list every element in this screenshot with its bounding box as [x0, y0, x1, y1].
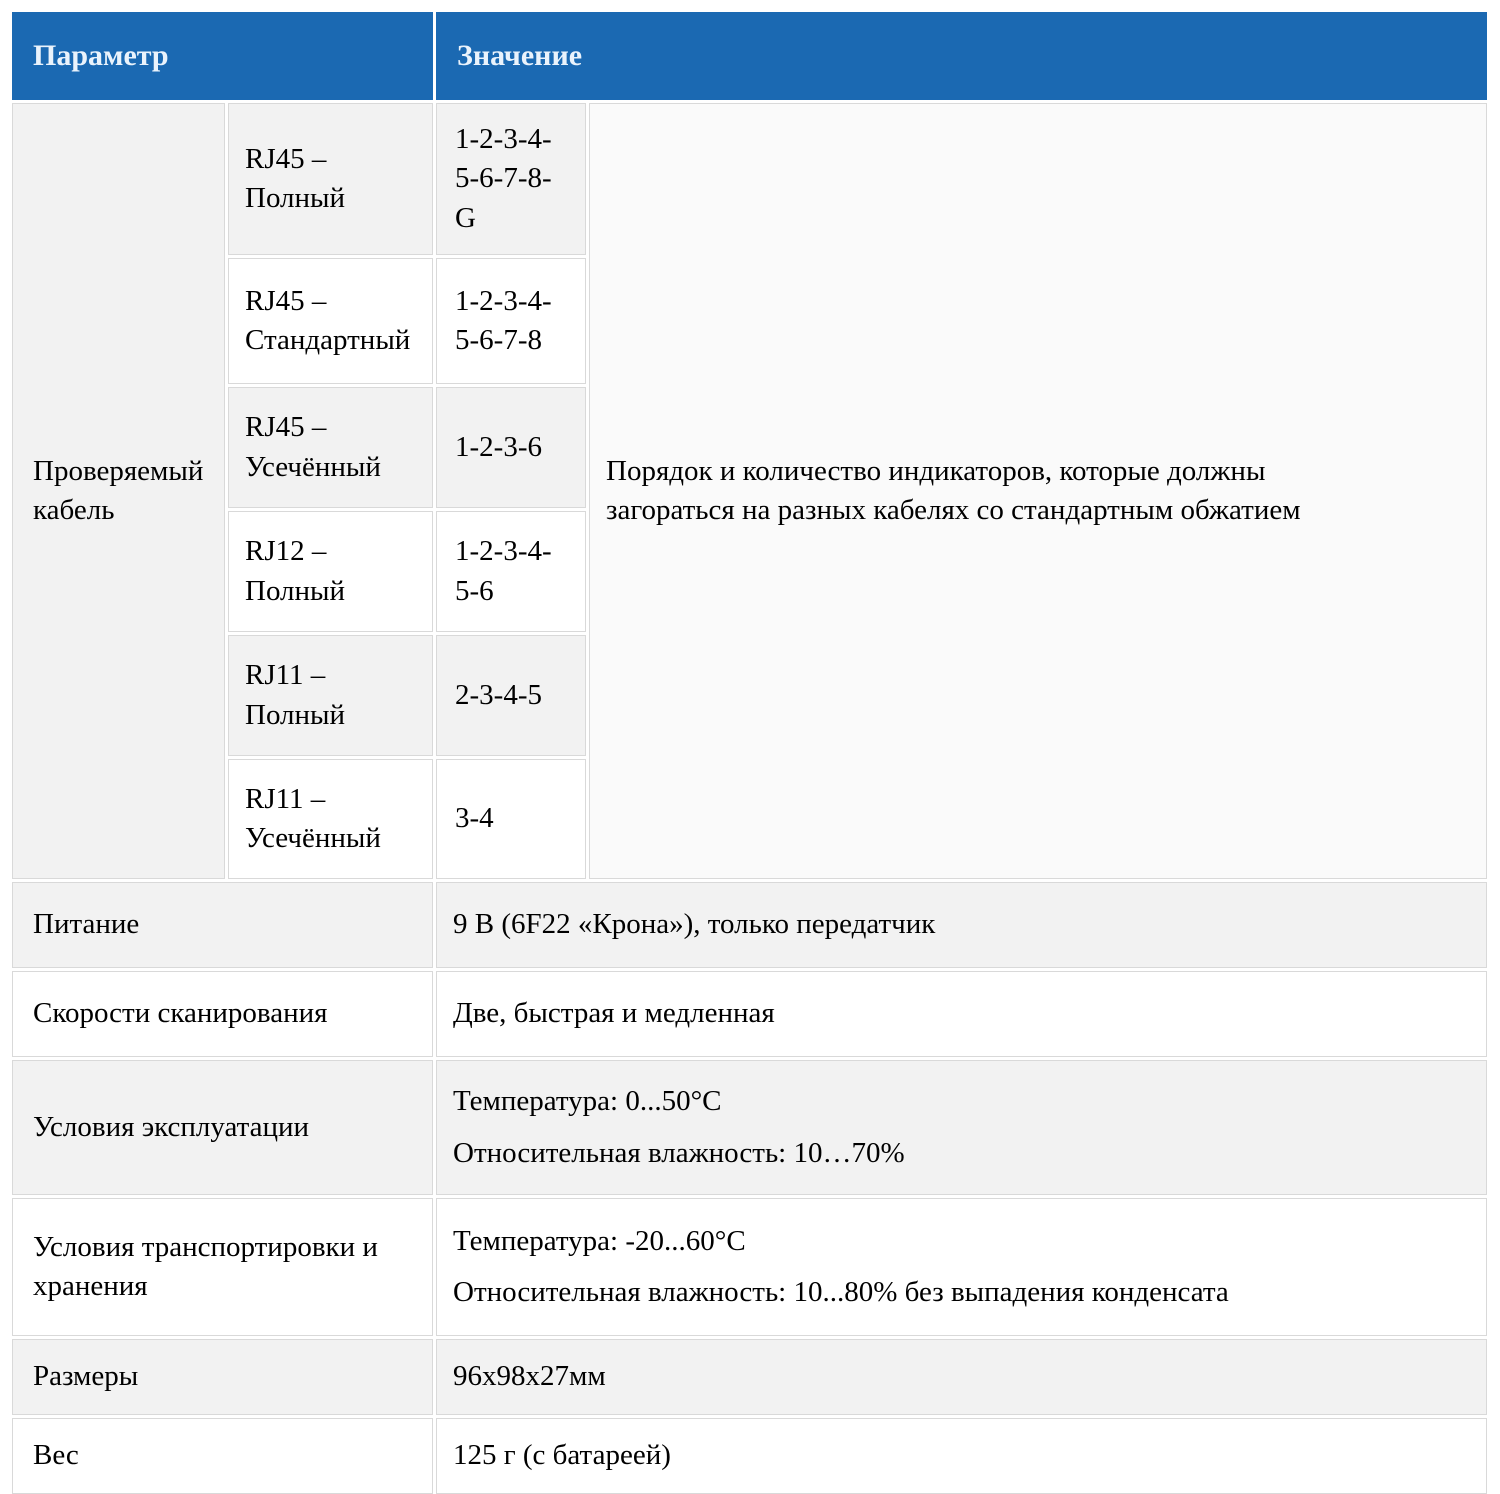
cable-pins: 1-2-3-4-5-6 — [455, 535, 552, 607]
param-label: Размеры — [33, 1360, 139, 1393]
param-value-line: Температура: -20...60°C — [453, 1224, 746, 1257]
cable-type-cell — [228, 511, 433, 632]
param-value-line: Относительная влажность: 10…70% — [453, 1136, 905, 1169]
param-label: Вес — [33, 1439, 79, 1472]
cable-pins-cell — [436, 511, 586, 632]
param-value-cell — [436, 882, 1487, 968]
param-value: 96x98x27мм — [453, 1360, 606, 1393]
param-value-line: Относительная влажность: 10...80% без выпадения конденсата — [453, 1276, 1229, 1308]
cable-pins-cell — [436, 635, 586, 756]
param-value-cell — [436, 1418, 1487, 1494]
cable-note-text: Порядок и количество индикаторов, которые должны загораться на разных кабелях со стандартным обжатием — [606, 454, 1301, 526]
param-label-cell — [12, 1418, 433, 1494]
cable-type-cell — [228, 103, 433, 255]
param-label-cell — [12, 1198, 433, 1336]
param-value-cell — [436, 1198, 1487, 1336]
cable-pins: 1-2-3-6 — [455, 430, 542, 463]
param-label-cell — [12, 1339, 433, 1415]
header-cell-parameter — [12, 12, 433, 100]
cable-type-cell — [228, 635, 433, 756]
header-value-label: Значение — [457, 38, 583, 72]
param-label-cell — [12, 882, 433, 968]
param-value: 125 г (с батареей) — [453, 1439, 671, 1472]
cable-type: RJ12 – Полный — [245, 535, 346, 607]
cable-pins-cell — [436, 387, 586, 508]
cable-type: RJ45 – Стандартный — [245, 284, 411, 356]
param-label: Условия эксплуатации — [33, 1110, 310, 1143]
cable-type: RJ45 – Полный — [245, 142, 346, 214]
spec-table — [12, 12, 1487, 1494]
cable-pins: 1-2-3-4-5-6-7-8-G — [455, 123, 552, 234]
param-value-cell — [436, 1339, 1487, 1415]
header-parameter-label: Параметр — [33, 38, 169, 72]
param-label: Питание — [33, 908, 140, 941]
cable-type-cell — [228, 258, 433, 384]
param-label-cell — [12, 971, 433, 1057]
cable-type: RJ11 – Усечённый — [245, 782, 381, 854]
cable-pins: 1-2-3-4-5-6-7-8 — [455, 284, 552, 356]
cable-section-label: Проверяемый кабель — [33, 454, 204, 526]
param-value: 9 В (6F22 «Крона»), только передатчик — [453, 908, 936, 941]
cable-type-cell — [228, 759, 433, 879]
param-label: Скорости сканирования — [33, 997, 328, 1030]
cable-note-cell — [589, 103, 1487, 879]
header-cell-value — [436, 12, 1487, 100]
param-label: Условия транспортировки и хранения — [33, 1230, 378, 1302]
cable-pins: 2-3-4-5 — [455, 678, 542, 711]
cable-type-cell — [228, 387, 433, 508]
param-label-cell — [12, 1060, 433, 1195]
cable-pins-cell — [436, 759, 586, 879]
param-value-cell — [436, 971, 1487, 1057]
cable-pins-cell — [436, 258, 586, 384]
cable-pins: 3-4 — [455, 802, 494, 835]
cable-section-label-cell — [12, 103, 225, 879]
cable-type: RJ11 – Полный — [245, 659, 346, 731]
cable-pins-cell — [436, 103, 586, 255]
param-value-line: Температура: 0...50°C — [453, 1085, 722, 1118]
param-value: Две, быстрая и медленная — [453, 997, 775, 1030]
cable-type: RJ45 – Усечённый — [245, 411, 381, 483]
param-value-cell — [436, 1060, 1487, 1195]
